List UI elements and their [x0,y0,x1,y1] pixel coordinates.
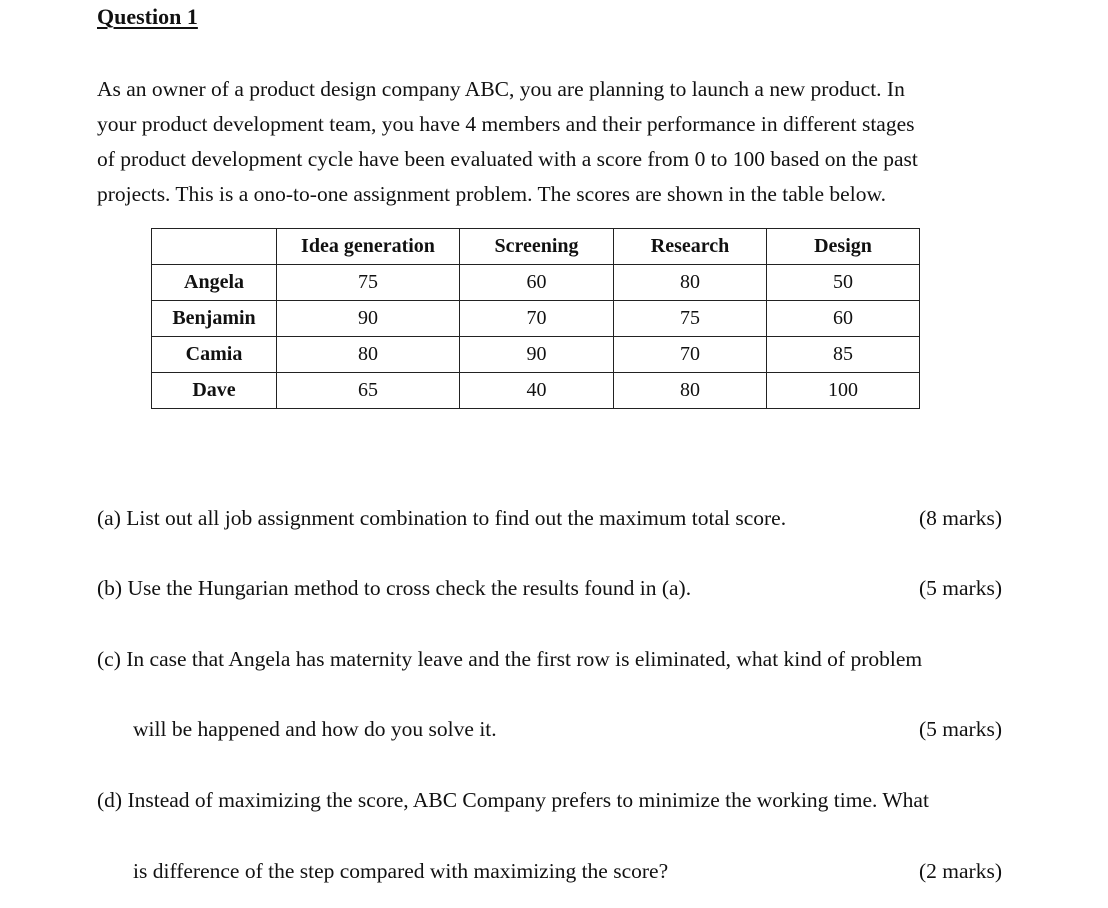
score-cell: 80 [614,373,767,409]
score-cell: 70 [614,337,767,373]
table-row [152,265,920,301]
score-cell: 60 [460,265,614,301]
score-cell: 75 [277,265,460,301]
column-header-idea-generation: Idea generation [277,229,460,265]
score-cell: 75 [614,301,767,337]
question-c [97,645,1002,673]
question-d-marks: (2 marks) [919,859,1002,883]
score-cell: 60 [767,301,920,337]
score-cell: 90 [460,337,614,373]
intro-line: of product development cycle have been evaluated with a score from 0 to 100 based on the past [97,147,918,171]
question-b-text: (b) Use the Hungarian method to cross check the results found in (a). [97,576,692,600]
table-row [152,373,920,409]
row-header: Camia [152,337,277,373]
score-cell: 90 [277,301,460,337]
score-cell: 80 [277,337,460,373]
intro-line: As an owner of a product design company ABC, you are planning to launch a new product. In [97,77,905,101]
column-header-design: Design [767,229,920,265]
score-cell: 40 [460,373,614,409]
table-row [152,301,920,337]
score-cell: 70 [460,301,614,337]
column-header-research: Research [614,229,767,265]
intro-line: your product development team, you have 4 members and their performance in different stages [97,112,915,136]
question-b [97,574,1002,602]
row-header: Benjamin [152,301,277,337]
table-row [152,337,920,373]
score-cell: 100 [767,373,920,409]
row-header: Angela [152,265,277,301]
intro-line: projects. This is a ono-to-one assignment problem. The scores are shown in the table below. [97,182,886,206]
question-a-text: (a) List out all job assignment combination to find out the maximum total score. [97,506,787,530]
question-a-marks: (8 marks) [919,506,1002,530]
question-d-text: (d) Instead of maximizing the score, ABC Company prefers to minimize the working time. What [97,788,929,812]
table-header-row [152,229,920,265]
row-header: Dave [152,373,277,409]
question-c-continuation [133,715,1002,743]
score-cell: 65 [277,373,460,409]
question-a [97,504,1002,532]
question-d-continuation-text: is difference of the step compared with maximizing the score? [133,859,669,883]
intro-paragraph [97,72,1012,212]
corner-cell [152,229,277,265]
question-c-continuation-text: will be happened and how do you solve it. [133,717,497,741]
question-heading: Question 1 [97,4,198,29]
question-c-text: (c) In case that Angela has maternity leave and the first row is eliminated, what kind of problem [97,647,923,671]
score-table [151,228,920,409]
score-cell: 85 [767,337,920,373]
column-header-screening: Screening [460,229,614,265]
question-d [97,786,1002,814]
question-c-marks: (5 marks) [919,717,1002,741]
score-cell: 80 [614,265,767,301]
question-b-marks: (5 marks) [919,576,1002,600]
score-cell: 50 [767,265,920,301]
question-d-continuation [133,857,1002,885]
